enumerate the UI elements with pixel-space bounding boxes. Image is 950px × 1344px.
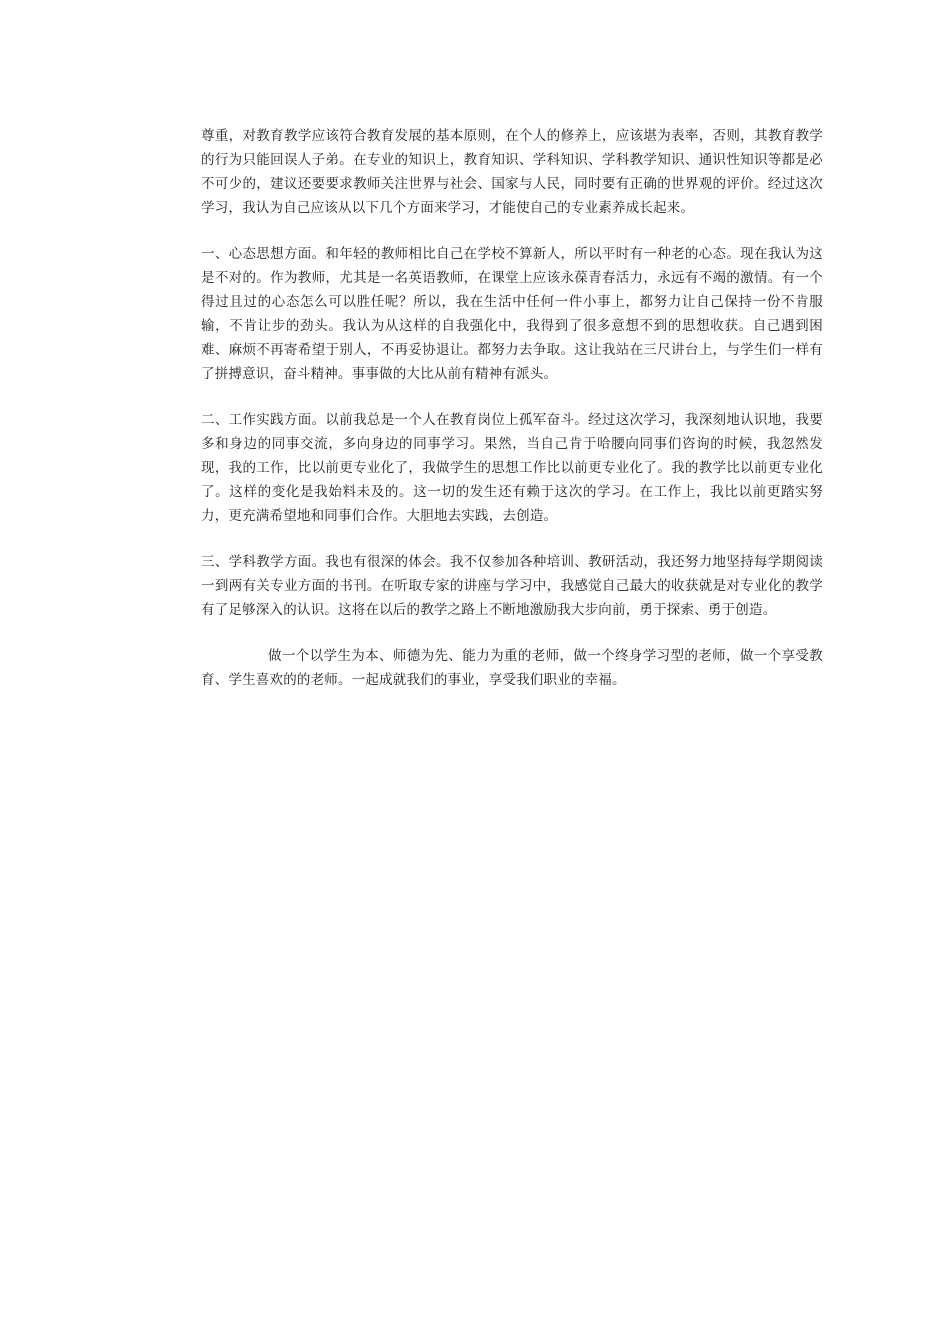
paragraph-intro: 尊重，对教育教学应该符合教育发展的基本原则，在个人的修养上，应该堪为表率，否则，其教育教学的行为只能回误人子弟。在专业的知识上，教育知识、学科知识、学科教学知识、通识性知识等都是必不可少的，建议还要要求教师关注世界与社会、国家与人民，同时要有正确的世界观的评价。经过这次学习，我认为自己应该从以下几个方面来学习，才能使自己的专业素养成长起来。 [201, 128, 823, 216]
paragraph-mindset: 一、心态思想方面。和年轻的教师相比自己在学校不算新人，所以平时有一种老的心态。现在我认为这是不对的。作为教师，尤其是一名英语教师，在课堂上应该永葆青春活力，永远有不竭的激情。有一个得过且过的心态怎么可以胜任呢？所以，我在生活中任何一件小事上，都努力让自己保持一份不肯服输，不肯让步的劲头。我认为从这样的自我强化中，我得到了很多意想不到的思想收获。自己遇到困难、麻烦不再寄希望于别人，不再妥协退让。都努力去争取。这让我站在三尺讲台上，与学生们一样有了拼搏意识，奋斗精神。事事做的大比从前有精神有派头。 [201, 246, 823, 382]
paragraph-subject-teaching: 三、学科教学方面。我也有很深的体会。我不仅参加各种培训、教研活动，我还努力地坚持每学期阅读一到两有关专业方面的书刊。在听取专家的讲座与学习中，我感觉自己最大的收获就是对专业化的教学有了足够深入的认识。这将在以后的教学之路上不断地激励我大步向前，勇于探索、勇于创造。 [201, 554, 823, 618]
document-body [201, 124, 823, 714]
paragraph-work-practice: 二、工作实践方面。以前我总是一个人在教育岗位上孤军奋斗。经过这次学习，我深刻地认识地，我要多和身边的同事交流，多向身边的同事学习。果然，当自己肯于哈腰向同事们咨询的时候，我忽然发现，我的工作，比以前更专业化了，我做学生的思想工作比以前更专业化了。我的教学比以前更专业化了。这样的变化是我始料未及的。这一切的发生还有赖于这次的学习。在工作上，我比以前更踏实努力，更充满希望地和同事们合作。大胆地去实践，去创造。 [201, 412, 823, 524]
paragraph-conclusion: 做一个以学生为本、师德为先、能力为重的老师，做一个终身学习型的老师，做一个享受教育、学生喜欢的的老师。一起成就我们的事业，享受我们职业的幸福。 [201, 648, 823, 688]
